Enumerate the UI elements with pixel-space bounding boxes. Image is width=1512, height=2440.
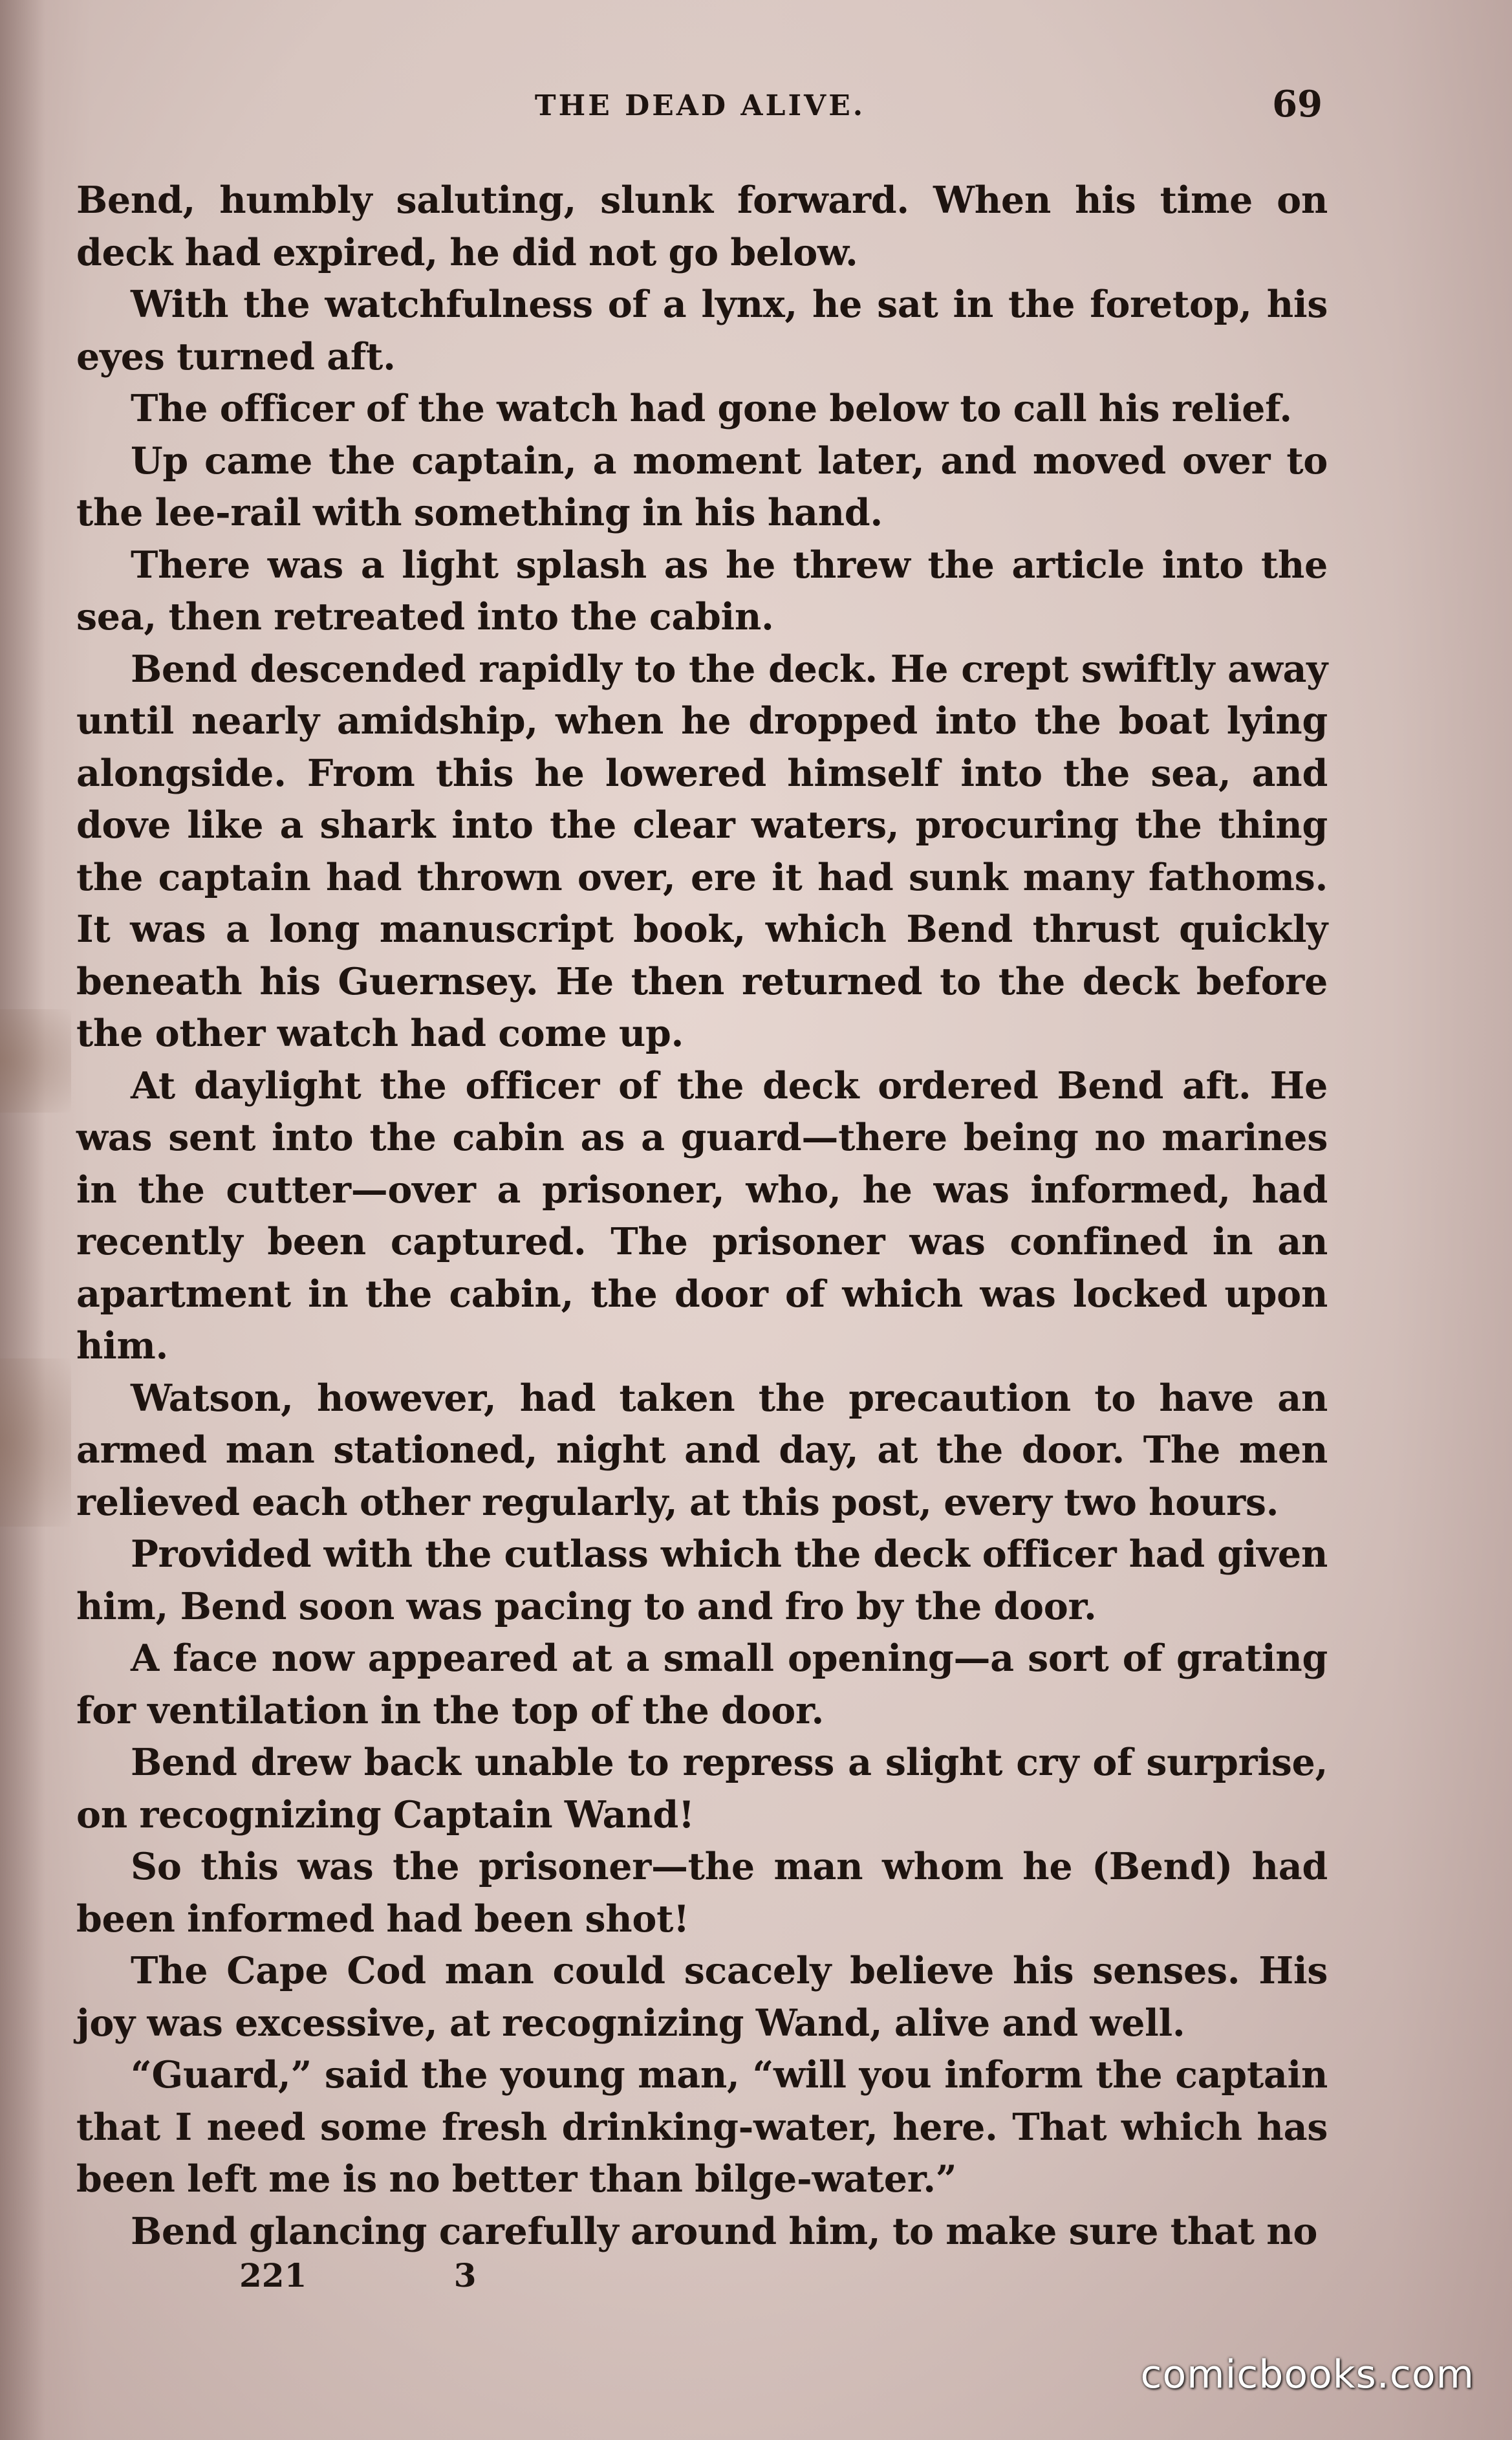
paragraph: At daylight the officer of the deck ordered Bend aft. He was sent into the cabin as a guard—there being no marines in the cutter—over a prisoner, who, he was informed, had recently been captured. The prisoner was confined in an apartment in the cabin, the door of which was locked upon him. <box>76 1063 1328 1367</box>
paragraph: Provided with the cutlass which the deck officer had given him, Bend soon was pacing to and fro by the door. <box>76 1532 1328 1628</box>
paragraph: “Guard,” said the young man, “will you inform the captain that I need some fresh drinking-water, here. That which has been left me is no better than bilge-water.” <box>76 2053 1328 2201</box>
paragraph: Bend drew back unable to repress a slight cry of surprise, on recognizing Captain Wand! <box>76 1741 1328 1836</box>
page-footer <box>239 2256 477 2294</box>
paragraph: With the watchfulness of a lynx, he sat in the foretop, his eyes turned aft. <box>76 283 1328 378</box>
page-edge-shadow <box>0 0 45 2440</box>
paragraph: Watson, however, had taken the precaution to have an armed man stationed, night and day, at the door. The men relieved each other regularly, at this post, every two hours. <box>76 1376 1328 1524</box>
paragraph: Bend, humbly saluting, slunk forward. When his time on deck had expired, he did not go below. <box>76 179 1328 274</box>
paragraph: The Cape Cod man could scacely believe his senses. His joy was excessive, at recognizing Wand, alive and well. <box>76 1949 1328 2045</box>
signature-mark: 3 <box>453 2256 477 2294</box>
paragraph: Up came the captain, a moment later, and moved over to the lee-rail with something in his hand. <box>76 439 1328 534</box>
page-number: 69 <box>1272 83 1323 125</box>
watermark: comicbooks.com <box>1140 2352 1474 2397</box>
paragraph: Bend glancing carefully around him, to make sure that no <box>131 2209 1318 2253</box>
paragraph: There was a light splash as he threw the article into the sea, then retreated into the cabin. <box>76 543 1328 638</box>
page-header <box>78 83 1323 135</box>
body-text <box>76 175 1328 2258</box>
issue-number: 221 <box>239 2256 307 2294</box>
paragraph: A face now appeared at a small opening—a sort of grating for ventilation in the top of the door. <box>76 1637 1328 1732</box>
paragraph: So this was the prisoner—the man whom he (Bend) had been informed had been shot! <box>76 1845 1328 1941</box>
page-stain <box>0 1358 71 1527</box>
paragraph: Bend descended rapidly to the deck. He crept swiftly away until nearly amidship, when he dropped into the boat lying alongside. From this he lowered himself into the sea, and dove like a shark into the clear waters, procuring the thing the captain had thrown over, ere it had sunk many fathoms. It was a long manuscript book, which Bend thrust quickly beneath his Guernsey. He then returned to the deck before the other watch had come up. <box>76 647 1328 1055</box>
running-title: THE DEAD ALIVE. <box>534 89 866 122</box>
page-stain <box>0 1009 71 1113</box>
paragraph: The officer of the watch had gone below to call his relief. <box>131 387 1292 430</box>
